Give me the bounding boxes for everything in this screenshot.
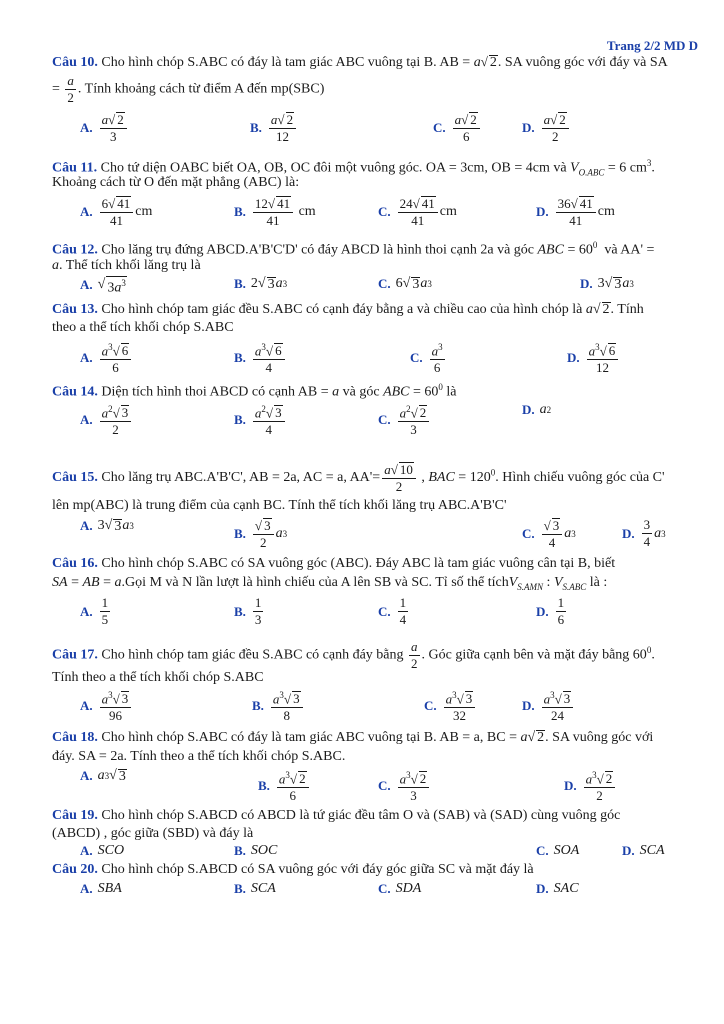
option-c[interactable]: C. 6√ 3 a 3 xyxy=(378,276,432,292)
option-c[interactable]: C. $\frac{24√ 41}{41}$ cm xyxy=(378,196,457,228)
question-text: . Tính xyxy=(610,302,644,317)
question-text: Cho hình chóp S.ABC có SA vuông góc (ABC). Đáy ABC là tam giác vuông cân tại B, biết xyxy=(101,556,616,571)
option-d[interactable]: D. $\frac{3}{4}$ a 3 xyxy=(622,517,666,549)
option-b[interactable]: B. 2√ 3 a 3 xyxy=(234,276,288,292)
question-12-cont: a. Thể tích khối lăng trụ là xyxy=(52,258,201,273)
question-16-cont: SA = AB = a.Gọi M và N lần lượt là hình chiếu của A lên SB và SC. Tỉ số thể tíchV$_{S.AMN}$ : $V_{S.ABC}$ là : xyxy=(52,575,608,592)
question-18: Câu 18. Cho hình chóp S.ABC có đáy là tam giác ABC vuông tại B. AB = a, BC = a√ 2. SA vuông góc với xyxy=(52,730,654,745)
question-15: Câu 15. Cho lăng trụ ABC.A'B'C', AB = 2a, AC = a, AA'= $\frac{a√ 10}{2}$ , BAC = $120^0$. Hình chiếu vuông góc của C' xyxy=(52,462,665,494)
question-11-cont xyxy=(52,173,700,192)
option-b[interactable]: B. $\frac{a^3√ 2}{6}$ xyxy=(258,768,311,803)
question-number: Câu 15. xyxy=(52,470,98,486)
option-d[interactable]: D. 3√ 3 a 3 xyxy=(580,276,634,292)
question-text: Khoảng cách từ O đến mặt phẳng (ABC) là: xyxy=(52,175,300,190)
question-number: Câu 13. xyxy=(52,302,98,317)
option-d[interactable]: D. $\frac{a^3√ 3}{24}$ xyxy=(522,688,575,723)
option-c[interactable]: C. $\frac{a^3√ 2}{3}$ xyxy=(378,768,431,803)
option-d[interactable]: D. $\frac{a^3√ 6}{12}$ xyxy=(567,340,620,375)
option-d[interactable]: D. $\frac{a√ 2}{2}$ xyxy=(522,112,571,144)
question-text: Cho hình chóp S.ABC có đáy là tam giác ABC vuông tại B. AB = xyxy=(101,55,474,70)
option-a[interactable]: A. a 3 √ 3 xyxy=(80,768,126,784)
option-b[interactable]: B. $\frac{a√ 2}{12}$ xyxy=(250,112,298,144)
question-19-cont xyxy=(52,824,700,843)
option-b[interactable]: B. SCA xyxy=(234,881,276,896)
question-18-cont xyxy=(52,747,700,766)
question-text: Cho hình chóp S.ABC có đáy là tam giác ABC vuông tại B. AB = a, BC = xyxy=(101,730,517,745)
question-12: Câu 12. Cho lăng trụ đứng ABCD.A'B'C'D' có đáy ABCD là hình thoi cạnh 2a và góc ABC = $60^0$ và AA' = xyxy=(52,240,655,258)
question-text: . Hình chiếu vuông góc của C' xyxy=(495,470,665,486)
question-text: . Thể tích khối lăng trụ là xyxy=(59,258,201,273)
option-a[interactable]: A. SBA xyxy=(80,881,122,896)
question-text: Cho lăng trụ đứng ABCD.A'B'C'D' có đáy ABCD là hình thoi cạnh 2a và góc xyxy=(101,242,534,258)
question-14: Câu 14. Diện tích hình thoi ABCD có cạnh AB = a và góc ABC = $60^0$ là xyxy=(52,382,457,400)
option-c[interactable]: C. $\frac{a^2√ 2}{3}$ xyxy=(378,402,431,437)
option-d[interactable]: D. a 2 xyxy=(522,402,552,417)
option-d[interactable]: D. $\frac{a^3√ 2}{2}$ xyxy=(564,768,617,803)
question-text: Cho hình chóp tam giác đều S.ABC có cạnh đáy bằng xyxy=(101,647,404,663)
question-text: .Gọi M và N lần lượt là hình chiếu của A lên SB và SC. Tỉ số thể tích xyxy=(121,575,509,590)
option-c[interactable]: C. $\frac{a^3}{6}$ xyxy=(410,342,443,376)
option-c[interactable]: C. $\frac{a^3√ 3}{32}$ xyxy=(424,688,477,723)
question-20 xyxy=(52,860,700,879)
option-a[interactable]: A. $\frac{6√ 41}{41}$ cm xyxy=(80,196,153,228)
question-text: và AA' = xyxy=(604,242,655,258)
question-text: Tính theo a thể tích khối chóp S.ABC xyxy=(52,670,264,685)
question-15-cont xyxy=(52,496,700,515)
option-b[interactable]: B. $\frac{1}{3}$ xyxy=(234,595,262,627)
question-text: . SA vuông góc với đáy và SA xyxy=(497,55,668,70)
question-text: . Tính khoảng cách từ điểm A đến mp(SBC) xyxy=(77,81,325,97)
option-c[interactable]: C. $\frac{a√ 2}{6}$ xyxy=(433,112,482,144)
question-text: là xyxy=(446,384,457,400)
question-text: lên mp(ABC) là trung điểm của cạnh BC. Tính thể tích khối lăng trụ ABC.A'B'C' xyxy=(52,498,507,513)
option-a[interactable]: A. $\frac{a^3√ 3}{96}$ xyxy=(80,688,133,723)
question-17-cont xyxy=(52,668,700,687)
question-number: Câu 12. xyxy=(52,242,98,258)
question-text: (ABCD) , góc giữa (SBD) và đáy là xyxy=(52,826,254,841)
option-a[interactable]: A. $\frac{a√ 2}{3}$ xyxy=(80,112,129,144)
option-b[interactable]: B. SOC xyxy=(234,843,278,858)
question-number: Câu 19. xyxy=(52,808,98,823)
question-text: Cho lăng trụ ABC.A'B'C', AB = 2a, AC = a, AA'= xyxy=(101,470,381,486)
question-number: Câu 14. xyxy=(52,384,98,400)
question-text: là : xyxy=(589,575,608,590)
question-text: Cho hình chóp S.ABCD có ABCD là tứ giác đều tâm O và (SAB) và (SAD) cùng vuông góc xyxy=(101,808,621,823)
question-13-cont xyxy=(52,318,700,337)
question-number: Câu 16. xyxy=(52,556,98,571)
question-text: . SA vuông góc với xyxy=(545,730,654,745)
question-19 xyxy=(52,806,700,825)
question-10: Câu 10. Cho hình chóp S.ABC có đáy là tam giác ABC vuông tại B. AB = a√ 2. SA vuông góc với đáy và SA xyxy=(52,54,668,70)
question-number: Câu 18. xyxy=(52,730,98,745)
question-text: và góc xyxy=(342,384,380,400)
question-text: Diện tích hình thoi ABCD có cạnh AB = xyxy=(101,384,333,400)
question-text: Cho tứ diện OABC biết OA, OB, OC đôi một vuông góc. OA = 3cm, OB = 4cm và xyxy=(100,160,567,176)
question-16 xyxy=(52,554,700,573)
option-b[interactable]: B. $\frac{12√ 41}{41}$ cm xyxy=(234,196,316,228)
page-header: Trang 2/2 MD D xyxy=(606,38,698,53)
question-text: . Góc giữa cạnh bên và mặt đáy bằng 60 xyxy=(421,647,647,663)
question-11: Câu 11. Cho tứ diện OABC biết OA, OB, OC đôi một vuông góc. OA = 3cm, OB = 4cm và $V_{O.ABC} = 6$ $cm^3$. xyxy=(52,158,655,178)
question-13: Câu 13. Cho hình chóp tam giác đều S.ABC có cạnh đáy bằng a và chiều cao của hình chóp là a√ 2. Tính xyxy=(52,302,644,317)
option-c[interactable]: C. SOA xyxy=(536,843,580,858)
option-a[interactable]: A. $\frac{1}{5}$ xyxy=(80,595,109,627)
option-c[interactable]: C. SDA xyxy=(378,881,422,896)
option-b[interactable]: B. $\frac{a^2√ 3}{4}$ xyxy=(234,402,287,437)
option-b[interactable]: B. $\frac{a^3√ 6}{4}$ xyxy=(234,340,287,375)
option-d[interactable]: D. $\frac{36√ 41}{41}$ cm xyxy=(536,196,615,228)
option-b[interactable]: B. $\frac{√ 3}{2}$ a 3 xyxy=(234,518,288,550)
question-10-cont: = $\frac{a}{2}$ . Tính khoảng cách từ điểm A đến mp(SBC) xyxy=(52,73,325,105)
question-text: Cho hình chóp tam giác đều S.ABC có cạnh đáy bằng a và chiều cao của hình chóp là xyxy=(101,302,583,317)
option-d[interactable]: D. $\frac{1}{6}$ xyxy=(536,595,565,627)
question-text: Cho hình chóp S.ABCD có SA vuông góc với đáy góc giữa SC và mặt đáy là xyxy=(101,862,534,877)
option-a[interactable]: A. 3√ 3 a 3 xyxy=(80,518,134,534)
option-a[interactable]: A. SCO xyxy=(80,843,125,858)
option-c[interactable]: C. $\frac{1}{4}$ xyxy=(378,595,407,627)
option-a[interactable]: A. $\frac{a^2√ 3}{2}$ xyxy=(80,402,133,437)
option-d[interactable]: D. SCA xyxy=(622,843,665,858)
option-a[interactable]: A. √ $3a^3$ xyxy=(80,277,126,296)
question-text: đáy. SA = 2a. Tính theo a thể tích khối chóp S.ABC. xyxy=(52,749,346,764)
question-number: Câu 20. xyxy=(52,862,98,877)
question-17: Câu 17. Cho hình chóp tam giác đều S.ABC có cạnh đáy bằng $\frac{a}{2}$ . Góc giữa cạnh bên và mặt đáy bằng $60^0$. xyxy=(52,639,655,671)
option-b[interactable]: B. $\frac{a^3√ 3}{8}$ xyxy=(252,688,305,723)
question-number: Câu 11. xyxy=(52,160,98,176)
option-c[interactable]: C. $\frac{√ 3}{4}$ a 3 xyxy=(522,518,576,550)
question-text: theo a thể tích khối chóp S.ABC xyxy=(52,320,234,335)
option-a[interactable]: A. $\frac{a^3√ 6}{6}$ xyxy=(80,340,133,375)
option-d[interactable]: D. SAC xyxy=(536,881,579,896)
question-number: Câu 17. xyxy=(52,647,98,663)
question-number: Câu 10. xyxy=(52,55,98,70)
